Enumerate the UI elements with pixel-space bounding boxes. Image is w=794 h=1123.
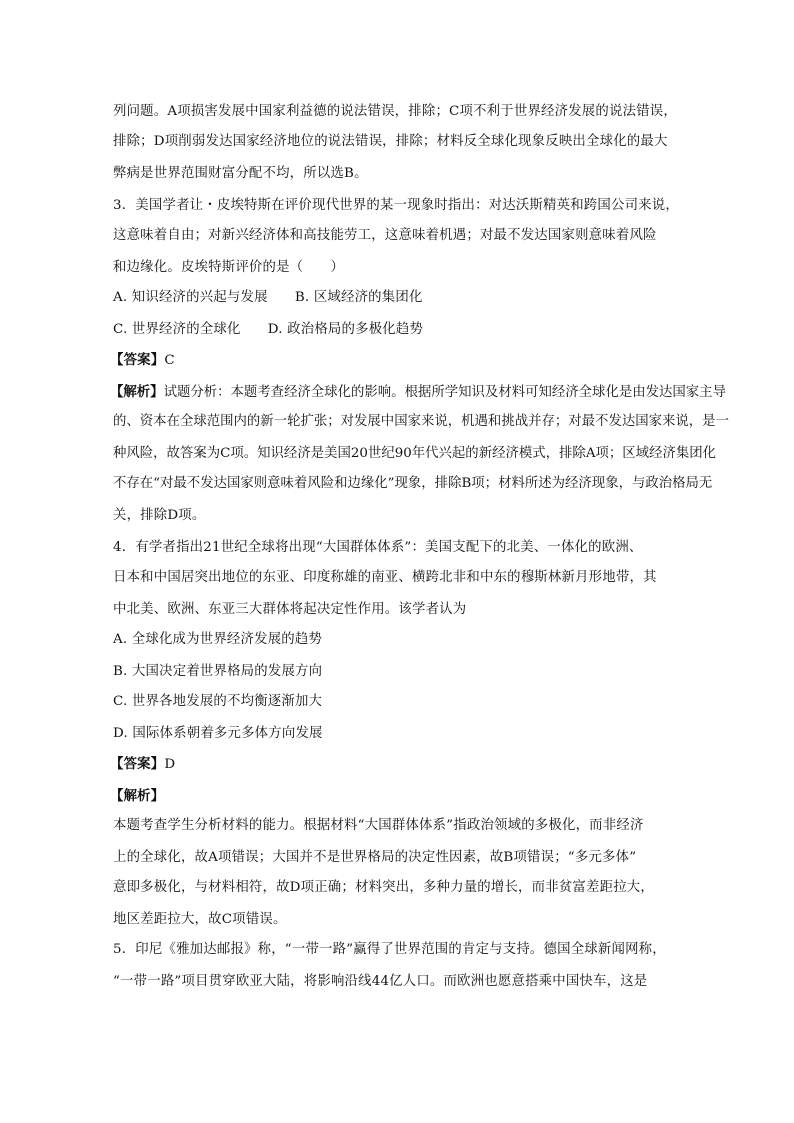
q4-answer bbox=[110, 754, 175, 775]
q3-analysis-line-2: 的、资本在全球范围内的新一轮扩张；对发展中国家来说，机遇和挑战并存；对最不发达国家来说，是一 bbox=[113, 414, 729, 429]
q3-options-ab: A. 知识经济的兴起与发展 B. 区域经济的集团化 bbox=[113, 290, 423, 305]
q4-option-a: A. 全球化成为世界经济发展的趋势 bbox=[113, 632, 323, 647]
q4-stem-line-1: 4．有学者指出21世纪全球将出现“大国群体体系”：美国支配下的北美、一体化的欧洲、 bbox=[113, 540, 643, 555]
q5-stem-line-1: 5．印尼《雅加达邮报》称，“一带一路”赢得了世界范围的肯定与支持。德国全球新闻网称， bbox=[113, 942, 666, 957]
q3-stem-line-1: 3．美国学者让・皮埃特斯在评价现代世界的某一现象时指出：对达沃斯精英和跨国公司来说， bbox=[113, 198, 679, 213]
q4-option-c: C. 世界各地发展的不均衡逐渐加大 bbox=[113, 694, 323, 709]
q3-answer bbox=[110, 350, 175, 371]
q4-answer-value: D bbox=[164, 757, 176, 772]
q4-analysis-line-4: 地区差距拉大，故C项错误。 bbox=[113, 912, 287, 927]
q3-analysis-line-3: 种风险，故答案为C项。知识经济是美国20世纪90年代兴起的新经济模式，排除A项；区域经济集团化 bbox=[113, 446, 717, 461]
q4-stem-line-2: 日本和中国居突出地位的东亚、印度称雄的南亚、横跨北非和中东的穆斯林新月形地带，其 bbox=[113, 570, 657, 585]
q3-analysis-line-5: 关，排除D项。 bbox=[113, 508, 206, 523]
q3-answer-label: 【答案】 bbox=[110, 352, 165, 368]
q4-analysis-label-text: 【解析】 bbox=[110, 788, 165, 804]
q3-options-cd: C. 世界经济的全球化 D. 政治格局的多极化趋势 bbox=[113, 322, 424, 337]
q3-stem-line-2: 这意味着自由；对新兴经济体和高技能劳工，这意味着机遇；对最不发达国家则意味着风险 bbox=[113, 228, 657, 243]
q3-analysis-line-1 bbox=[110, 382, 726, 403]
q3-answer-value: C bbox=[164, 353, 175, 368]
q3-stem-line-3: 和边缘化。皮埃特斯评价的是（ ） bbox=[113, 260, 345, 275]
q5-stem-line-2: “一带一路”项目贯穿欧亚大陆，将影响沿线44亿人口。而欧洲也愿意搭乘中国快车，这是 bbox=[113, 974, 648, 989]
q3-analysis-line-4: 不存在“对最不发达国家则意味着风险和边缘化”现象，排除B项；材料所述为经济现象，与政治格局无 bbox=[113, 476, 713, 491]
prev-analysis-line-1: 列问题。A项损害发展中国家利益德的说法错误，排除；C项不利于世界经济发展的说法错误， bbox=[113, 104, 677, 119]
q3-analysis-label: 【解析】 bbox=[110, 384, 164, 400]
q4-stem-line-3: 中北美、欧洲、东亚三大群体将起决定性作用。该学者认为 bbox=[113, 602, 467, 617]
q4-answer-label: 【答案】 bbox=[110, 756, 165, 772]
q4-analysis-label bbox=[110, 786, 164, 807]
q4-analysis-line-2: 上的全球化，故A项错误；大国并不是世界格局的决定性因素，故B项错误；“多元多体” bbox=[113, 850, 637, 865]
prev-analysis-line-2: 排除；D项削弱发达国家经济地位的说法错误，排除；材料反全球化现象反映出全球化的最大 bbox=[113, 134, 668, 149]
q3-analysis-text-1: 试题分析：本题考查经济全球化的影响。根据所学知识及材料可知经济全球化是由发达国家主导 bbox=[163, 385, 726, 400]
q4-analysis-line-3: 意即多极化，与材料相符，故D项正确；材料突出，多种力量的增长，而非贫富差距拉大， bbox=[113, 880, 654, 895]
prev-analysis-line-3: 弊病是世界范围财富分配不均，所以选B。 bbox=[113, 166, 368, 181]
q4-analysis-line-1: 本题考查学生分析材料的能力。根据材料“大国群体体系”指政治领域的多极化，而非经济 bbox=[113, 818, 644, 833]
q4-option-d: D. 国际体系朝着多元多体方向发展 bbox=[113, 726, 323, 741]
q4-option-b: B. 大国决定着世界格局的发展方向 bbox=[113, 664, 323, 679]
